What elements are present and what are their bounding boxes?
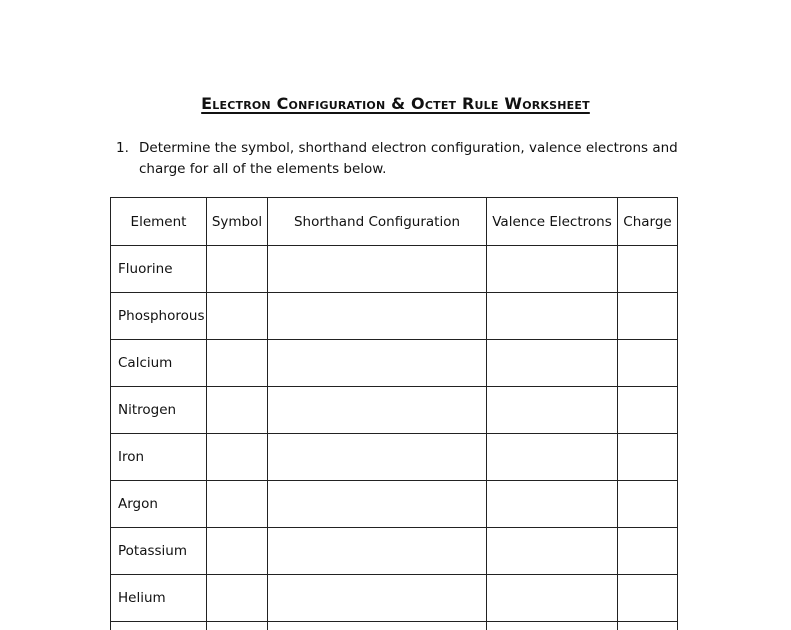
table-row	[111, 622, 678, 630]
worksheet-title: Electron Configuration & Octet Rule Worksheet	[201, 94, 590, 113]
configuration-cell[interactable]	[268, 387, 487, 434]
valence-cell[interactable]	[487, 528, 618, 575]
charge-cell[interactable]	[618, 622, 678, 630]
charge-cell[interactable]	[618, 387, 678, 434]
table-row	[111, 528, 678, 575]
table-row	[111, 387, 678, 434]
header-element: Element	[111, 198, 207, 246]
element-cell: Fluorine	[111, 246, 207, 293]
valence-cell[interactable]	[487, 340, 618, 387]
valence-cell[interactable]	[487, 434, 618, 481]
symbol-cell[interactable]	[207, 293, 268, 340]
configuration-cell[interactable]	[268, 434, 487, 481]
table-row	[111, 434, 678, 481]
element-cell: Phosphorous	[111, 293, 207, 340]
valence-cell[interactable]	[487, 387, 618, 434]
element-cell	[111, 622, 207, 630]
symbol-cell[interactable]	[207, 528, 268, 575]
symbol-cell[interactable]	[207, 246, 268, 293]
table-header-row	[111, 198, 678, 246]
table-row	[111, 340, 678, 387]
charge-cell[interactable]	[618, 246, 678, 293]
valence-cell[interactable]	[487, 481, 618, 528]
table-row	[111, 293, 678, 340]
element-cell: Argon	[111, 481, 207, 528]
question-number: 1.	[116, 140, 129, 156]
table-row	[111, 481, 678, 528]
element-cell: Calcium	[111, 340, 207, 387]
element-cell: Iron	[111, 434, 207, 481]
question-text: Determine the symbol, shorthand electron configuration, valence electrons and charge for all of the elements below.	[139, 140, 678, 177]
symbol-cell[interactable]	[207, 340, 268, 387]
symbol-cell[interactable]	[207, 575, 268, 622]
valence-cell[interactable]	[487, 246, 618, 293]
valence-cell[interactable]	[487, 293, 618, 340]
element-cell: Potassium	[111, 528, 207, 575]
symbol-cell[interactable]	[207, 481, 268, 528]
table-row	[111, 246, 678, 293]
symbol-cell[interactable]	[207, 622, 268, 630]
charge-cell[interactable]	[618, 481, 678, 528]
valence-cell[interactable]	[487, 622, 618, 630]
configuration-cell[interactable]	[268, 528, 487, 575]
table-row	[111, 575, 678, 622]
configuration-cell[interactable]	[268, 575, 487, 622]
configuration-cell[interactable]	[268, 481, 487, 528]
charge-cell[interactable]	[618, 575, 678, 622]
header-valence: Valence Electrons	[487, 198, 618, 246]
question-1	[116, 138, 696, 180]
header-symbol: Symbol	[207, 198, 268, 246]
charge-cell[interactable]	[618, 340, 678, 387]
element-table	[110, 197, 678, 630]
symbol-cell[interactable]	[207, 387, 268, 434]
header-configuration: Shorthand Configuration	[268, 198, 487, 246]
header-charge: Charge	[618, 198, 678, 246]
charge-cell[interactable]	[618, 528, 678, 575]
element-cell: Helium	[111, 575, 207, 622]
charge-cell[interactable]	[618, 434, 678, 481]
configuration-cell[interactable]	[268, 293, 487, 340]
configuration-cell[interactable]	[268, 340, 487, 387]
charge-cell[interactable]	[618, 293, 678, 340]
configuration-cell[interactable]	[268, 622, 487, 630]
element-cell: Nitrogen	[111, 387, 207, 434]
configuration-cell[interactable]	[268, 246, 487, 293]
symbol-cell[interactable]	[207, 434, 268, 481]
valence-cell[interactable]	[487, 575, 618, 622]
